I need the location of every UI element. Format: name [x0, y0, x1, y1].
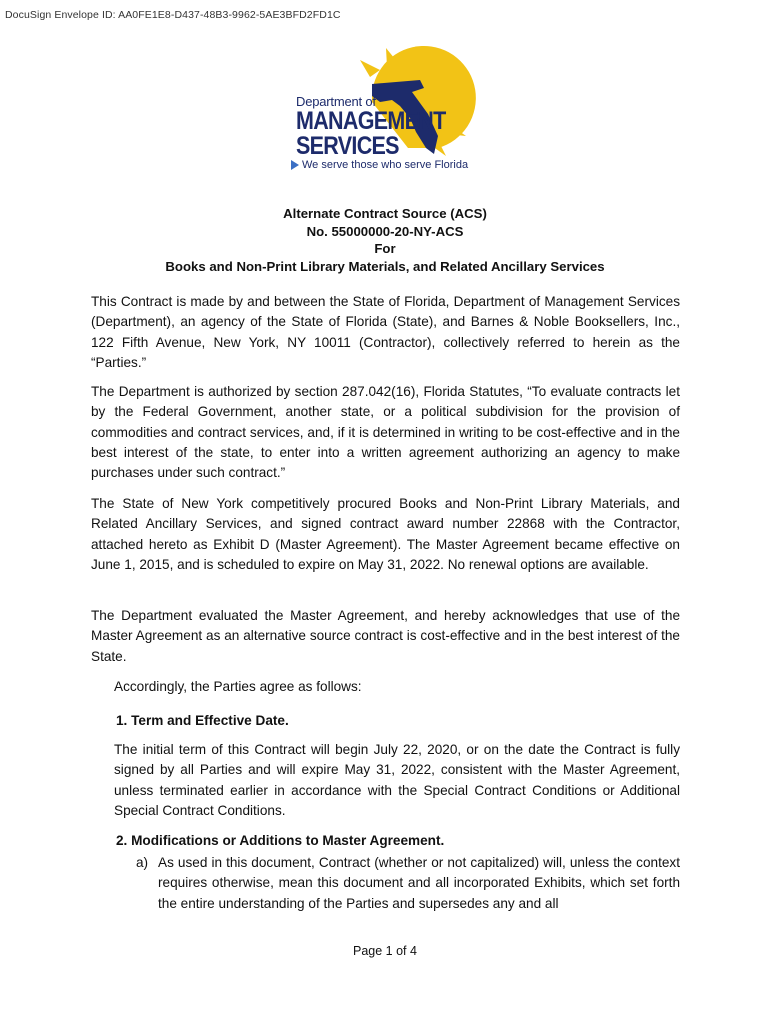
paragraph-parties: This Contract is made by and between the State of Florida, Department of Management Services (Department), an agency of the State of Florida (State), and Barnes & Noble Booksellers, Inc., 122 Fifth Avenue, New York, NY 10011 (Contractor), collectively referred to herein as the “Parties.”: [91, 294, 680, 370]
page-number: Page 1 of 4: [353, 944, 417, 958]
section-2-title: 2. Modifications or Additions to Master Agreement.: [116, 833, 445, 848]
contract-heading: [0, 205, 770, 275]
logo-tagline: [291, 159, 468, 171]
heading-line-1: Alternate Contract Source (ACS): [283, 206, 487, 221]
heading-line-2: No. 55000000-20-NY-ACS: [306, 223, 464, 239]
logo-tagline-text: We serve those who serve Florida: [302, 159, 469, 171]
paragraph-procurement: The State of New York competitively procured Books and Non-Print Library Materials, and Related Ancillary Services, and signed contract award number 22868 with the Contractor, attached hereto as Exhibit D (Master Agreement). The Master Agreement became effective on June 1, 2015, and is scheduled to expire on May 31, 2022. No renewal options are available.: [91, 496, 680, 572]
paragraph-authorization: The Department is authorized by section 287.042(16), Florida Statutes, “To evaluate contracts let by the Federal Government, another state, or a political subdivision for the provision of commodities and contract services, and, if it is determined in writing to be cost-effective and in the best interest of the state, to enter into a written agreement authorizing an agency to make purchases under such contract.”: [91, 384, 680, 481]
section-1-body: The initial term of this Contract will begin July 22, 2020, or on the date the Contract is fully signed by all Parties and will expire May 31, 2022, consistent with the Master Agreement, unless terminated earlier in accordance with the Special Contract Conditions or Additional Special Contract Conditions.: [114, 742, 680, 818]
heading-line-4: Books and Non-Print Library Materials, and Related Ancillary Services: [165, 258, 605, 274]
section-1-title: 1. Term and Effective Date.: [116, 713, 289, 728]
docusign-envelope-id: DocuSign Envelope ID: AA0FE1E8-D437-48B3-9962-5AE3BFD2FD1C: [5, 9, 341, 21]
paragraph-agreement-intro: Accordingly, the Parties agree as follows:: [114, 679, 362, 694]
section-2a-body: As used in this document, Contract (whether or not capitalized) will, unless the context requires otherwise, mean this document and all incorporated Exhibits, which set forth the entire understanding of the Parties and supersedes any and all: [158, 855, 680, 911]
logo-wordmark: [296, 94, 470, 159]
dms-logo: [288, 42, 488, 182]
play-arrow-icon: [291, 160, 299, 170]
paragraph-evaluation: The Department evaluated the Master Agreement, and hereby acknowledges that use of the Master Agreement as an alternative source contract is cost-effective and in the best interest of the State.: [91, 608, 680, 664]
logo-services-text: SERVICES: [296, 132, 399, 160]
logo-department-text: Department of: [296, 94, 376, 109]
section-2a-label: a): [136, 855, 149, 870]
logo-management-text: MANAGEMENT: [296, 107, 446, 135]
heading-line-3: For: [374, 241, 396, 256]
